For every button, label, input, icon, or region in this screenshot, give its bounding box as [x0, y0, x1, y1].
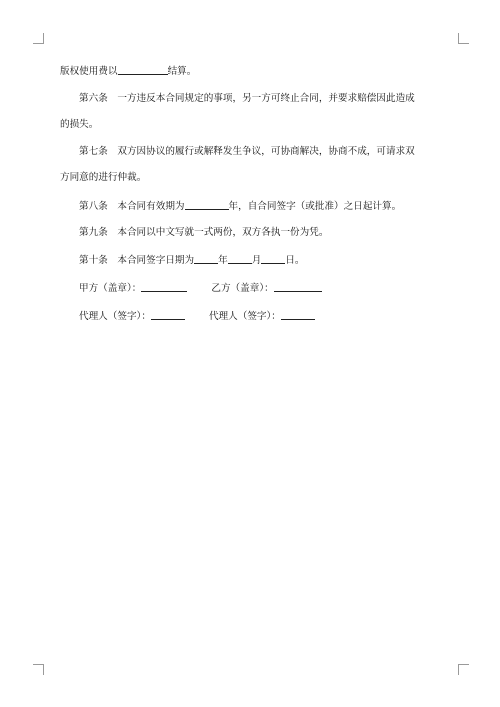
article-7-line-2: 方同意的进行仲裁。 [60, 172, 147, 183]
payment-blank[interactable] [118, 64, 168, 75]
agent-a-label: 代理人（签字）： [79, 311, 151, 322]
crop-mark-bottom-right [458, 664, 469, 675]
party-a-seal-blank[interactable] [141, 281, 187, 292]
day-label: 日。 [285, 255, 305, 266]
payment-line [60, 64, 450, 78]
agent-signatures [60, 309, 450, 323]
article-7-line-1: 第七条 双方因协议的履行或解释发生争议，可协商解决，协商不成，可请求双 [79, 146, 415, 157]
agent-a-signature-blank[interactable] [151, 309, 185, 320]
article-9 [60, 227, 450, 239]
article-6 [60, 93, 450, 131]
crop-mark-top-left [33, 33, 44, 44]
payment-text-end: 结算。 [167, 66, 197, 77]
article-6-line-1: 第六条 一方违反本合同规定的事项，另一方可终止合同，并要求赔偿因此造成 [79, 93, 415, 104]
sign-day-blank[interactable] [261, 253, 285, 264]
article-8-text: 第八条 本合同有效期为 [79, 201, 185, 212]
payment-text: 版权使用费以 [60, 66, 118, 77]
document-body [60, 64, 450, 337]
article-7 [60, 146, 450, 184]
article-8 [60, 199, 450, 213]
party-b-label: 乙方（盖章）： [211, 283, 274, 294]
party-seals [60, 281, 450, 295]
sign-month-blank[interactable] [228, 253, 252, 264]
article-6-line-2: 的损失。 [60, 119, 99, 130]
agent-b-label: 代理人（签字）： [208, 311, 281, 322]
article-8-text-end: 年，自合同签字（或批准）之日起计算。 [228, 201, 402, 212]
agent-b-signature-blank[interactable] [281, 309, 315, 320]
crop-mark-top-right [458, 33, 469, 44]
year-label: 年 [218, 255, 228, 266]
sign-year-blank[interactable] [194, 253, 218, 264]
article-10 [60, 253, 450, 267]
party-b-seal-blank[interactable] [274, 281, 322, 292]
article-10-text: 第十条 本合同签字日期为 [79, 255, 195, 266]
month-label: 月 [251, 255, 262, 266]
article-9-text: 第九条 本合同以中文写就一式两份，双方各执一份为凭。 [79, 227, 329, 238]
crop-mark-bottom-left [33, 664, 44, 675]
validity-years-blank[interactable] [185, 199, 229, 210]
party-a-label: 甲方（盖章）： [79, 283, 142, 294]
